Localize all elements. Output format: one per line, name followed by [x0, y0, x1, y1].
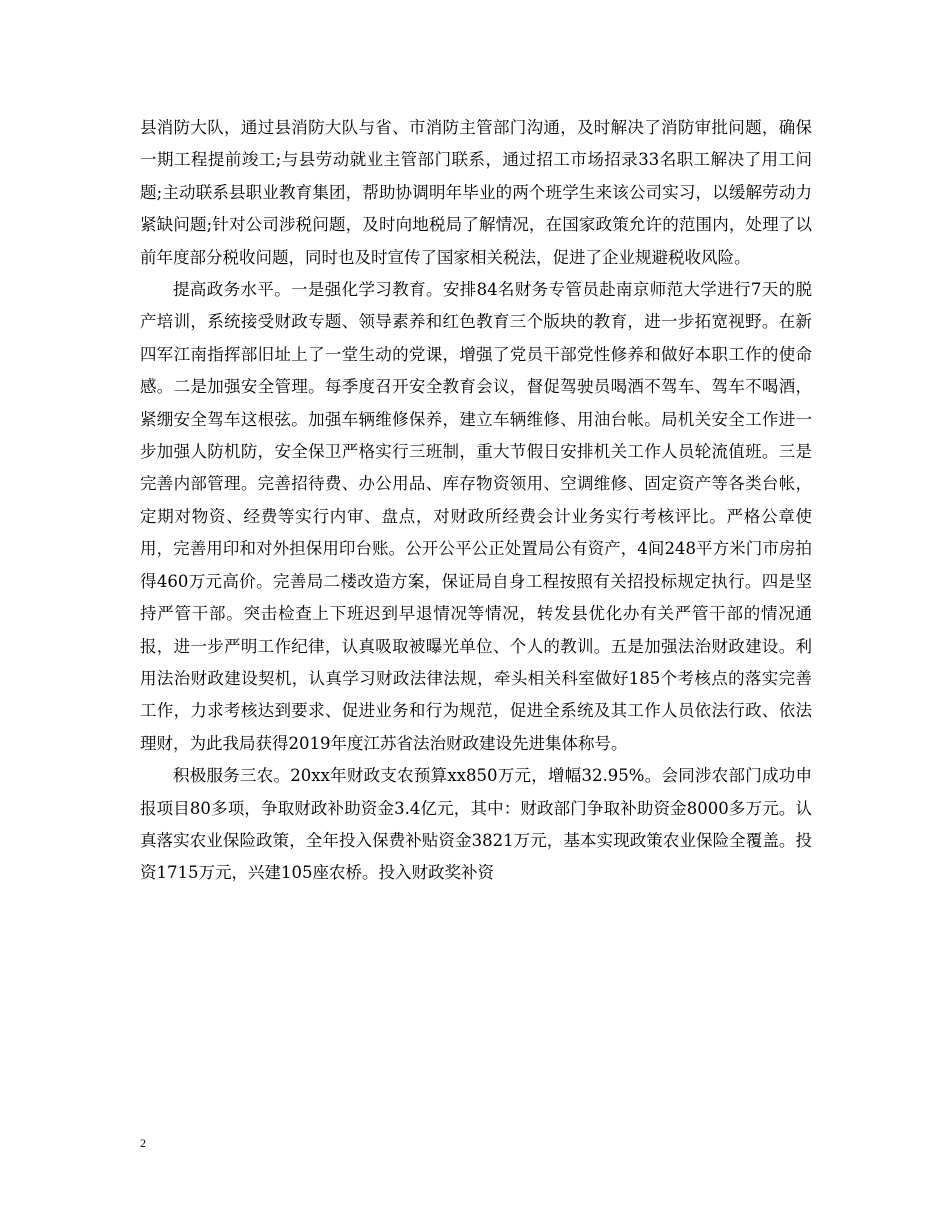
paragraph-agriculture-services: 积极服务三农。20xx年财政支农预算xx850万元，增幅32.95%。会同涉农部门成功申报项目80多项，争取财政补助资金3.4亿元，其中：财政部门争取补助资金8000多万元。认真落实农业保险政策，全年投入保费补贴资金3821万元，基本实现政策农业保险全覆盖。投资1715万元，兴建105座农桥。投入财政奖补资 — [140, 766, 812, 883]
paragraph-fire-labor-tax: 县消防大队，通过县消防大队与省、市消防主管部门沟通，及时解决了消防审批问题，确保一期工程提前竣工;与县劳动就业主管部门联系，通过招工市场招录33名职工解决了用工问题;主动联系县职业教育集团，帮助协调明年毕业的两个班学生来该公司实习，以缓解劳动力紧缺问题;针对公司涉税问题，及时向地税局了解情况，在国家政策允许的范围内，处理了以前年度部分税收问题，同时也及时宣传了国家相关税法，促进了企业规避税收风险。 — [140, 118, 812, 267]
paragraph-government-affairs: 提高政务水平。一是强化学习教育。安排84名财务专管员赴南京师范大学进行7天的脱产培训，系统接受财政专题、领导素养和红色教育三个版块的教育，进一步拓宽视野。在新四军江南指挥部旧址上了一堂生动的党课，增强了党员干部党性修养和做好本职工作的使命感。二是加强安全管理。每季度召开安全教育会议，督促驾驶员喝酒不驾车、驾车不喝酒，紧绷安全驾车这根弦。加强车辆维修保养，建立车辆维修、用油台帐。局机关安全工作进一步加强人防机防，安全保卫严格实行三班制，重大节假日安排机关工作人员轮流值班。三是完善内部管理。完善招待费、办公用品、库存物资领用、空调维修、固定资产等各类台帐，定期对物资、经费等实行内审、盘点，对财政所经费会计业务实行考核评比。严格公章使用，完善用印和对外担保用印台账。公开公平公正处置局公有资产，4间248平方米门市房拍得460万元高价。完善局二楼改造方案，保证局自身工程按照有关招投标规定执行。四是坚持严管干部。突击检查上下班迟到早退情况等情况，转发县优化办有关严管干部的情况通报，进一步严明工作纪律，认真吸取被曝光单位、个人的教训。五是加强法治财政建设。利用法治财政建设契机，认真学习财政法律法规，牵头相关科室做好185个考核点的落实完善工作，力求考核达到要求、促进业务和行为规范，促进全系统及其工作人员依法行政、依法理财，为此我局获得2019年度江苏省法治财政建设先进集体称号。 — [140, 280, 812, 753]
page-number: 2 — [140, 1136, 146, 1150]
document-body — [140, 112, 812, 890]
